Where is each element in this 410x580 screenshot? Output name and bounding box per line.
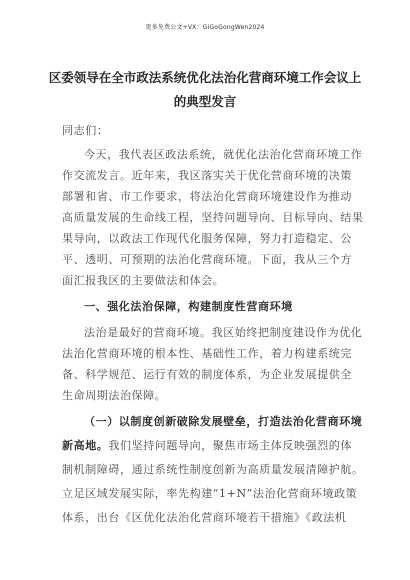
paragraph-line: 今天，我代表区政法系统，就优化法治化营商环境工作 <box>84 148 363 161</box>
paragraph-line: 高质量发展的生命线工程，坚持问题导向、目标导向、结果 <box>62 211 364 224</box>
subsection-heading: （一）以制度创新破除发展壁垒，打造法治化营商环境 <box>84 415 363 428</box>
paragraph-line: 平、透明、可预期的法治化营商环境。下面，我从三个方 <box>62 253 352 266</box>
paragraph-line: 作交流发言。近年来，我区落实关于优化营商环境的决策 <box>62 169 352 182</box>
header-note: 更多免费公文+VX：GiGoGongWen2024 <box>145 24 265 31</box>
paragraph-line: 部署和省、市工作要求，将法治化营商环境建设作为推动 <box>62 190 352 203</box>
paragraph-line: 生命周期法治保障。 <box>62 389 167 402</box>
paragraph-text: 我们坚持问题导向，聚焦市场主体反映强烈的体 <box>108 439 353 452</box>
paragraph-line: 体系，出台《区优化法治化营商环境若干措施》《政法机 <box>62 511 347 524</box>
paragraph-line: 果导向，以政法工作现代化服务保障，努力打造稳定、公 <box>62 232 352 245</box>
paragraph-line: 制机制障碍，通过系统性制度创新为高质量发展清障护航。 <box>62 463 364 476</box>
paragraph-line: 法治是最好的营商环境。我区始终把制度建设作为优化 <box>84 326 363 339</box>
document-title <box>40 66 370 114</box>
paragraph-line <box>62 437 352 453</box>
paragraph-line: 备、科学规范、运行有效的制度体系，为企业发展提供全 <box>62 368 352 381</box>
paragraph-line: 法治化营商环境的根本性、基础性工作，着力构建系统完 <box>62 347 352 360</box>
title-line: 区委领导在全市政法系统优化法治化营商环境工作会议上 <box>48 70 362 85</box>
title-line: 的典型发言 <box>173 94 237 109</box>
salutation: 同志们： <box>62 124 109 137</box>
section-heading: 一、强化法治保障，构建制度性营商环境 <box>84 300 293 313</box>
subsection-heading-end: 新高地。 <box>62 439 109 452</box>
paragraph-line: 立足区域发展实际，率先构建“1+N”法治化营商环境政策 <box>62 487 358 500</box>
paragraph-line: 面汇报我区的主要做法和体会。 <box>62 274 225 287</box>
